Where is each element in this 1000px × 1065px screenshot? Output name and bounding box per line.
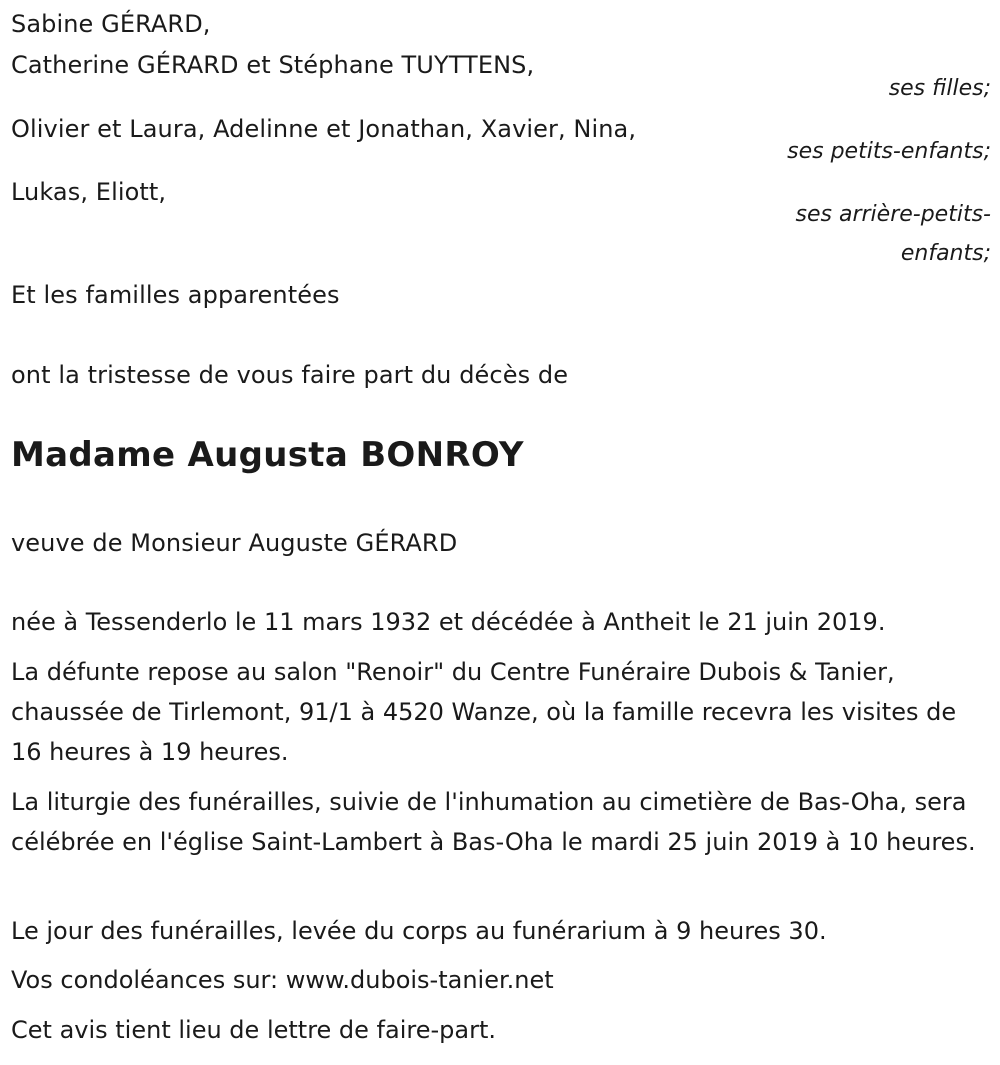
grandchildren-names: Olivier et Laura, Adelinne et Jonathan, Xavier, Nina, (11, 115, 637, 143)
closing-paragraph: Cet avis tient lieu de lettre de faire-part. (11, 1016, 496, 1044)
visitation-paragraph: La défunte repose au salon "Renoir" du Centre Funéraire Dubois & Tanier, chaussée de Tirlemont, 91/1 à 4520 Wanze, où la famille recevra les visites de 16 heures à 19 heures. (11, 658, 957, 766)
announcement-text: ont la tristesse de vous faire part du décès de (11, 361, 569, 389)
grandchildren-role: ses petits-enfants; (787, 139, 991, 164)
procession-paragraph: Le jour des funérailles, levée du corps au funérarium à 9 heures 30. (11, 917, 827, 945)
great-grandchildren-names: Lukas, Eliott, (11, 178, 167, 206)
widow-of: veuve de Monsieur Auguste GÉRARD (11, 529, 458, 557)
obituary-notice (11, 0, 991, 1065)
daughter-name-2: Catherine GÉRARD et Stéphane TUYTTENS, (11, 51, 535, 79)
great-grandchildren-role-line2: enfants; (900, 241, 991, 266)
great-grandchildren-role-line1: ses arrière-petits- (795, 202, 991, 227)
condolences-paragraph: Vos condoléances sur: www.dubois-tanier.net (11, 966, 554, 994)
birth-death-paragraph: née à Tessenderlo le 11 mars 1932 et décédée à Antheit le 21 juin 2019. (11, 608, 886, 636)
related-families: Et les familles apparentées (11, 281, 340, 309)
deceased-name: Madame Augusta BONROY (11, 435, 524, 475)
daughter-name-1: Sabine GÉRARD, (11, 10, 211, 38)
daughters-role: ses filles; (888, 76, 991, 101)
funeral-paragraph: La liturgie des funérailles, suivie de l'inhumation au cimetière de Bas-Oha, sera célébrée en l'église Saint-Lambert à Bas-Oha le mardi 25 juin 2019 à 10 heures. (11, 788, 976, 856)
